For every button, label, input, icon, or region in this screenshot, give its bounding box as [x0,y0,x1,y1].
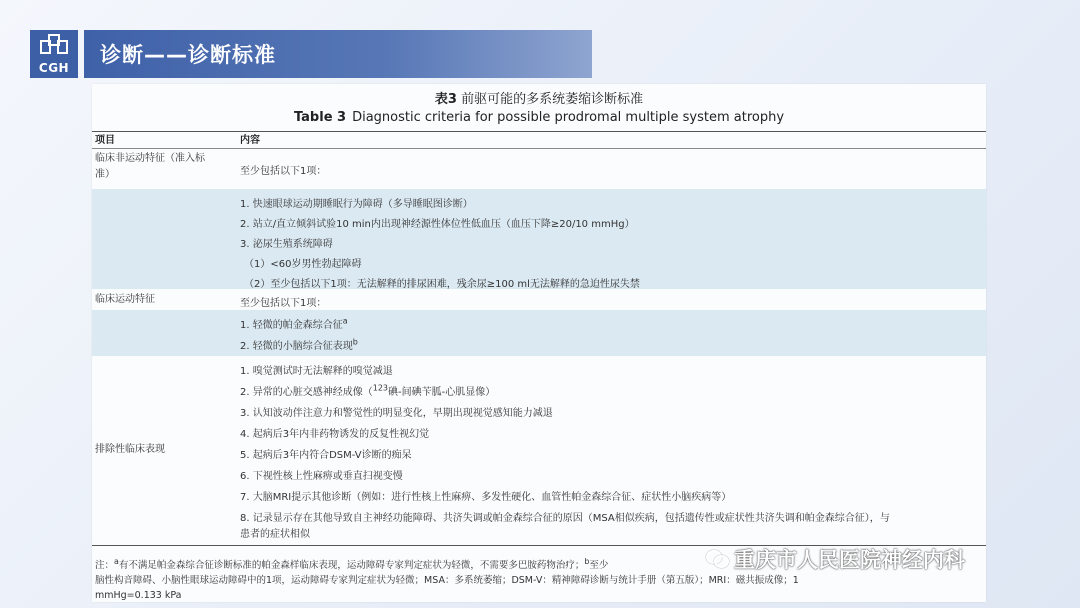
slide-title-bar [84,30,592,78]
table-title-cn: 表3 前驱可能的多系统萎缩诊断标准 [434,92,644,107]
table-row [92,149,986,189]
logo-text: CGH [38,61,70,75]
list-item: 1. 快速眼球运动期睡眠行为障碍（多导睡眠图诊断） [240,199,473,210]
row3-label: 排除性临床表现 [95,444,165,455]
list-item: 6. 下视性核上性麻痹或垂直扫视变慢 [240,471,403,482]
row1-content: 至少包括以下1项： [240,166,327,177]
row1-label: 临床非运动特征（准入标 准） [95,153,205,180]
col-header-item: 项目 [95,135,115,146]
list-item: （1）<60岁男性勃起障碍 [244,259,362,270]
row2-label: 临床运动特征 [95,294,155,305]
table-row [92,356,986,542]
list-item: （2）至少包括以下1项：无法解释的排尿困难，残余尿≥100 ml无法解释的急迫性尿失禁 [244,279,640,290]
list-item: 5. 起病后3年内符合DSM-V诊断的痴呆 [240,450,412,461]
list-item: 4. 起病后3年内非药物诱发的反复性视幻觉 [240,429,430,440]
col-header-content: 内容 [240,135,260,146]
table-title-en: Table 3 Diagnostic criteria for possible prodromal multiple system atrophy [293,110,785,125]
criteria-table [92,84,986,602]
hospital-logo [30,30,78,78]
table-notes [95,554,799,603]
list-item: 1. 轻微的帕金森综合征$^a$ [240,316,348,331]
table-row [92,289,986,310]
logo-mark [40,34,68,56]
list-item: 3. 认知波动伴注意力和警觉性的明显变化，早期出现视觉感知能力减退 [240,408,553,419]
watermark-text: 重庆市人民医院神经内科 [734,548,965,572]
list-item: 患者的症状相似 [240,529,310,540]
wechat-icon [706,550,728,568]
list-item: 1. 嗅觉测试时无法解释的嗅觉减退 [240,366,393,377]
list-item: 8. 记录显示存在其他导致自主神经功能障碍、共济失调或帕金森综合征的原因（MSA相似疾病，包括遗传性或症状性共济失调和帕金森综合征），与 [240,513,890,524]
list-item: 7. 大脑MRI提示其他诊断（例如：进行性核上性麻痹、多发性硬化、血管性帕金森综合征、症状性小脑疾病等） [240,492,732,503]
list-item: 2. 站立/直立倾斜试验10 min内出现神经源性体位性低血压（血压下降≥20/10 mmHg） [240,219,635,230]
list-item: 3. 泌尿生殖系统障碍 [240,239,333,250]
list-item: 2. 轻微的小脑综合征表现$^b$ [240,337,358,352]
note-line: 脑性构音障碍、小脑性眼球运动障碍中的1项，运动障碍专家判定症状为轻微；MSA：多系统萎缩；DSM-V：精神障碍诊断与统计手册（第五版）；MRI：磁共振成像；1 [95,575,799,587]
watermark [706,546,965,572]
table-top-rule [92,131,986,132]
slide-title: 诊断——诊断标准 [100,43,276,67]
table-row [92,189,986,289]
note-line: 注：$^a$有不满足帕金森综合征诊断标准的帕金森样临床表现，运动障碍专家判定症状为轻微，不需要多巴胺药物治疗；$^b$至少 [95,557,609,572]
list-item: 2. 异常的心脏交感神经成像（$^{123}$碘-间碘苄胍-心肌显像） [240,383,496,398]
note-line: mmHg=0.133 kPa [95,590,182,602]
row2-content: 至少包括以下1项： [240,298,327,309]
table-row [92,310,986,356]
